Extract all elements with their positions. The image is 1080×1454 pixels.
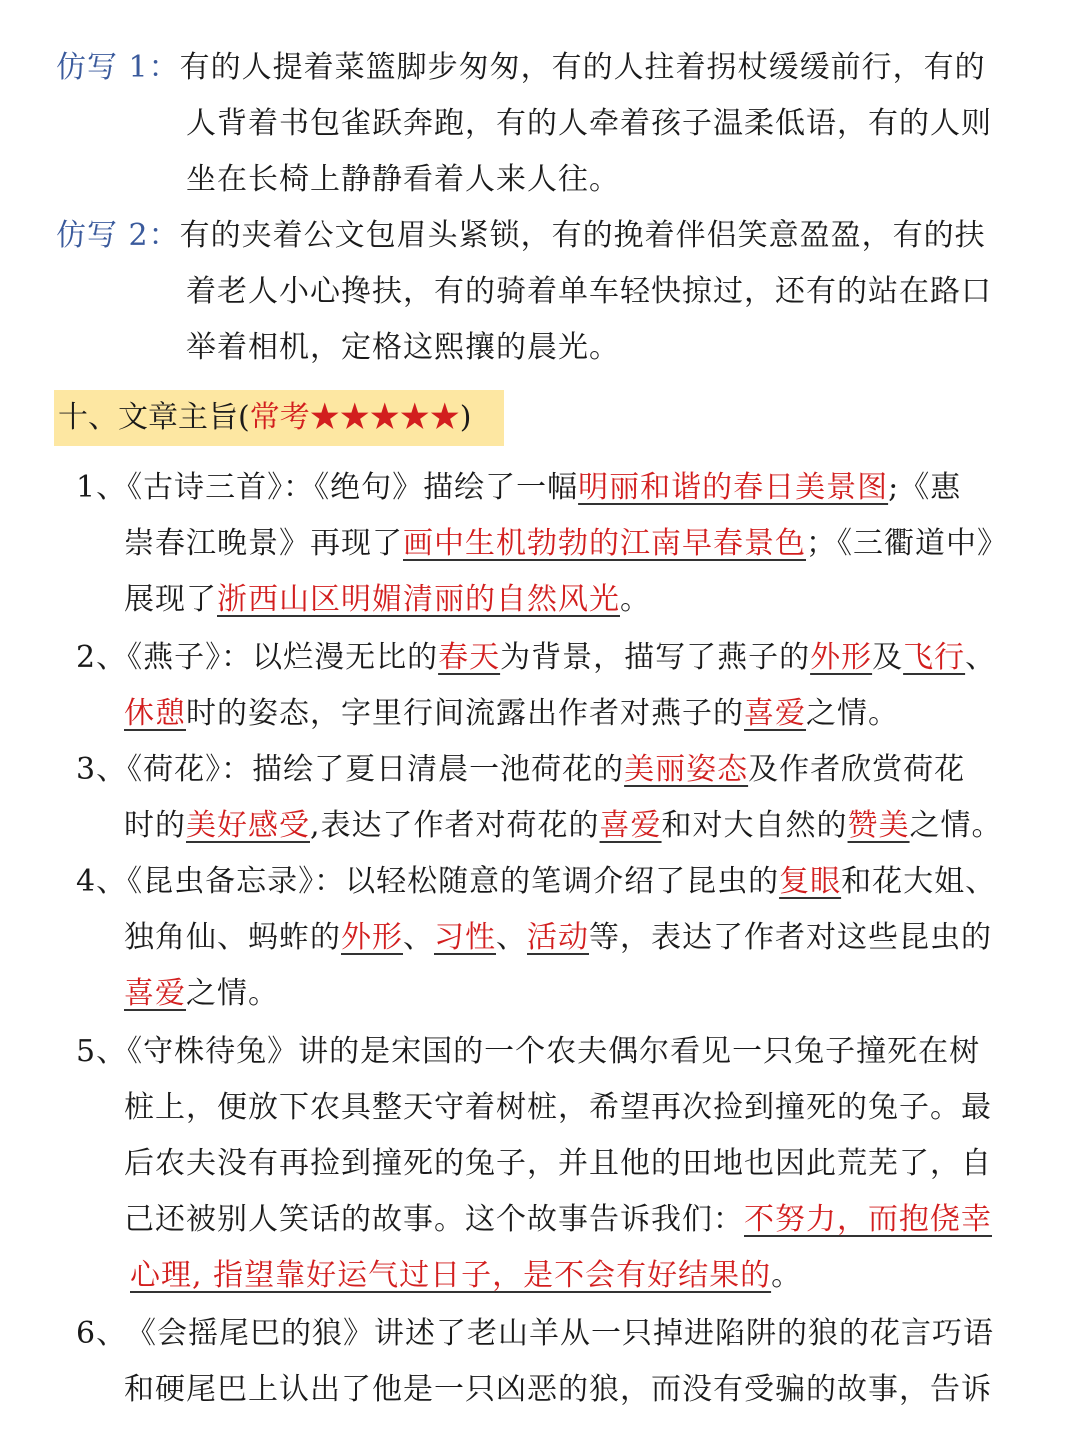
item-5-line-4 <box>124 1200 992 1240</box>
item-2-highlight: 春天 <box>438 640 501 675</box>
item-6-line-1 <box>76 1314 994 1354</box>
item-3-highlight: 喜爱 <box>599 808 662 843</box>
item-5-highlight: 心理, 指望靠好运气过日子，是不会有好结果的 <box>130 1258 772 1293</box>
section-heading <box>54 390 504 446</box>
item-3-line-2 <box>124 806 1003 846</box>
item-4-highlight: 习性 <box>434 920 496 955</box>
item-5-line-5 <box>130 1256 802 1296</box>
item-1-text: ;《惠 <box>888 470 962 505</box>
item-3-text: 《荷花》：描绘了夏日清晨一池荷花的 <box>127 752 625 787</box>
item-3-highlight: 美丽姿态 <box>624 752 749 787</box>
item-2-highlight: 休憩 <box>124 696 186 731</box>
item-2-highlight: 外形 <box>810 640 873 675</box>
item-4-text: 独角仙、蚂蚱的 <box>124 920 341 955</box>
item-5-text: 。 <box>771 1258 803 1293</box>
item-5-line-3: 后农夫没有再捡到撞死的兔子，并且他的田地也因此荒芜了，自 <box>124 1146 992 1181</box>
item-2-number: 2、 <box>76 640 128 675</box>
fangxie-2-label: 仿写 2： <box>56 218 180 253</box>
item-1-highlight-3: 浙西山区明媚清丽的自然风光 <box>217 582 620 617</box>
fangxie-2-text-1: 有的夹着公文包眉头紧锁，有的挽着伴侣笑意盈盈，有的扶 <box>179 218 986 253</box>
item-3-text: ,表达了作者对荷花的 <box>310 808 600 843</box>
item-3-text: 时的 <box>124 808 186 843</box>
item-1-text: 《古诗三首》：《绝句》描绘了一幅 <box>127 470 579 505</box>
fangxie-1-label: 仿写 1： <box>56 50 180 85</box>
item-5-number: 5、 <box>76 1034 128 1069</box>
item-5-highlight: 不努力，而抱侥幸 <box>744 1202 992 1237</box>
item-2-text: 、 <box>965 640 997 675</box>
section-title: 十、文章主旨( <box>58 400 250 435</box>
item-1-line-1 <box>76 468 961 508</box>
item-3-text: 和对大自然的 <box>661 808 848 843</box>
item-4-text: 和花大姐、 <box>841 864 997 899</box>
item-3-text: 及作者欣赏荷花 <box>748 752 966 787</box>
item-5-line-1 <box>76 1032 980 1072</box>
item-4-text: 之情。 <box>186 976 279 1011</box>
item-6-number: 6、 <box>76 1316 128 1351</box>
item-4-highlight: 复眼 <box>779 864 842 899</box>
item-3-number: 3、 <box>76 752 128 787</box>
item-2-text: 及 <box>872 640 904 675</box>
item-4-text: 等，表达了作者对这些昆虫的 <box>589 920 992 955</box>
section-tag: 常考★★★★★ <box>249 400 460 435</box>
item-4-number: 4、 <box>76 864 128 899</box>
item-4-highlight: 喜爱 <box>124 976 186 1011</box>
fangxie-2-line-2: 着老人小心搀扶，有的骑着单车轻快掠过，还有的站在路口 <box>186 274 992 309</box>
item-4-text: 、 <box>496 920 527 955</box>
item-4-line-1 <box>76 862 996 902</box>
item-4-highlight: 外形 <box>341 920 403 955</box>
item-1-line-3 <box>124 580 651 620</box>
item-4-highlight: 活动 <box>527 920 589 955</box>
item-2-line-2 <box>124 694 899 734</box>
fangxie-1-line-1 <box>56 48 986 88</box>
item-1-text: 崇春江晚景》再现了 <box>124 526 403 561</box>
item-1-line-2 <box>124 524 1008 564</box>
item-4-text: 、 <box>403 920 434 955</box>
fangxie-1-line-2: 人背着书包雀跃奔跑，有的人牵着孩子温柔低语，有的人则 <box>186 106 992 141</box>
fangxie-2-line-1 <box>56 216 986 256</box>
item-5-line-2: 桩上，便放下农具整天守着树桩，希望再次捡到撞死的兔子。最 <box>124 1090 992 1125</box>
item-1-text: 展现了 <box>124 582 217 617</box>
item-5-text: 《守株待兔》讲的是宋国的一个农夫偶尔看见一只兔子撞死在树 <box>127 1034 981 1069</box>
item-4-text: 《昆虫备忘录》：以轻松随意的笔调介绍了昆虫的 <box>127 864 780 899</box>
fangxie-1-line-3: 坐在长椅上静静看着人来人往。 <box>186 162 620 197</box>
fangxie-1-text-1: 有的人提着菜篮脚步匆匆，有的人拄着拐杖缓缓前行，有的 <box>179 50 986 85</box>
item-1-highlight-1: 明丽和谐的春日美景图 <box>578 470 889 505</box>
item-1-text: ；《三衢道中》 <box>806 526 1008 561</box>
item-2-text: 时的姿态，字里行间流露出作者对燕子的 <box>186 696 744 731</box>
item-6-text: 《会摇尾巴的狼》讲述了老山羊从一只掉进陷阱的狼的花言巧语 <box>126 1316 994 1351</box>
item-3-highlight: 美好感受 <box>186 808 310 843</box>
section-close: ) <box>459 400 472 435</box>
item-4-line-3 <box>124 974 279 1014</box>
item-3-line-1 <box>76 750 965 790</box>
item-2-highlight: 飞行 <box>903 640 966 675</box>
item-6-line-2: 和硬尾巴上认出了他是一只凶恶的狼，而没有受骗的故事，告诉 <box>124 1372 992 1407</box>
item-2-text: 为背景，描写了燕子的 <box>500 640 811 675</box>
item-2-text: 之情。 <box>806 696 899 731</box>
item-2-text: 《燕子》：以烂漫无比的 <box>127 640 439 675</box>
item-3-text: 之情。 <box>909 808 1003 843</box>
item-3-highlight: 赞美 <box>847 808 910 843</box>
item-5-text: 己还被别人笑话的故事。这个故事告诉我们： <box>124 1202 744 1237</box>
item-1-number: 1、 <box>76 470 128 505</box>
fangxie-2-line-3: 举着相机，定格这熙攘的晨光。 <box>186 330 620 365</box>
item-2-highlight: 喜爱 <box>744 696 806 731</box>
item-1-text: 。 <box>620 582 651 617</box>
item-1-highlight-2: 画中生机勃勃的江南早春景色 <box>403 526 806 561</box>
item-4-line-2 <box>124 918 992 958</box>
item-2-line-1 <box>76 638 996 678</box>
